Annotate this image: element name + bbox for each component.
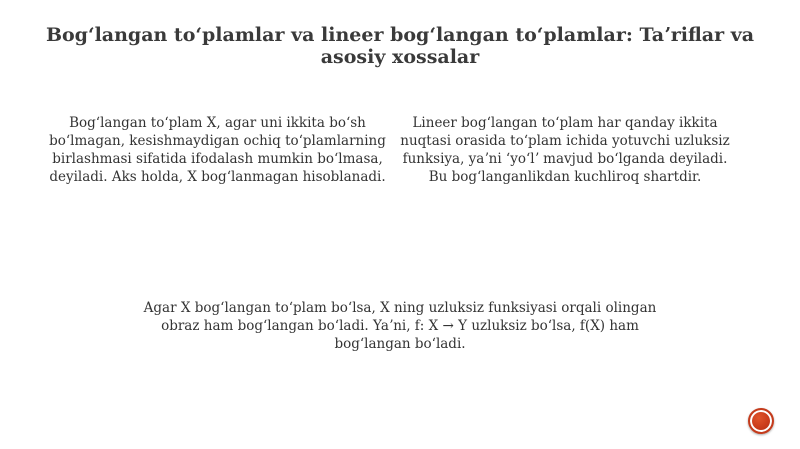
right-paragraph: Lineer bogʻlangan toʻplam har qanday ikkita nuqtasi orasida toʻplam ichida yotuvchi uzluksiz funksiya, yaʼni ʻyoʻlʼ mavjud boʻlganda deyiladi. Bu bogʻlanganlikdan kuchliroq shartdir. [400,115,730,185]
left-paragraph: Bogʻlangan toʻplam X, agar uni ikkita boʻsh boʻlmagan, kesishmaydigan ochiq toʻplamlarning birlashmasi sifatida ifodalash mumkin boʻlmasa, deyiladi. Aks holda, X bogʻlanmagan hisoblanadi. [49,115,386,185]
slide-title: Bogʻlangan toʻplamlar va lineer bogʻlangan toʻplamlar: Taʼriflar va asosiy xossalar [45,24,755,68]
next-slide-button[interactable] [748,408,774,434]
bottom-paragraph: Agar X bogʻlangan toʻplam boʻlsa, X ning uzluksiz funksiyasi orqali olingan obraz ham bogʻlangan boʻladi. Yaʼni, f: X → Y uzluksiz boʻlsa, f(X) ham bogʻlangan boʻladi. [143,300,657,352]
